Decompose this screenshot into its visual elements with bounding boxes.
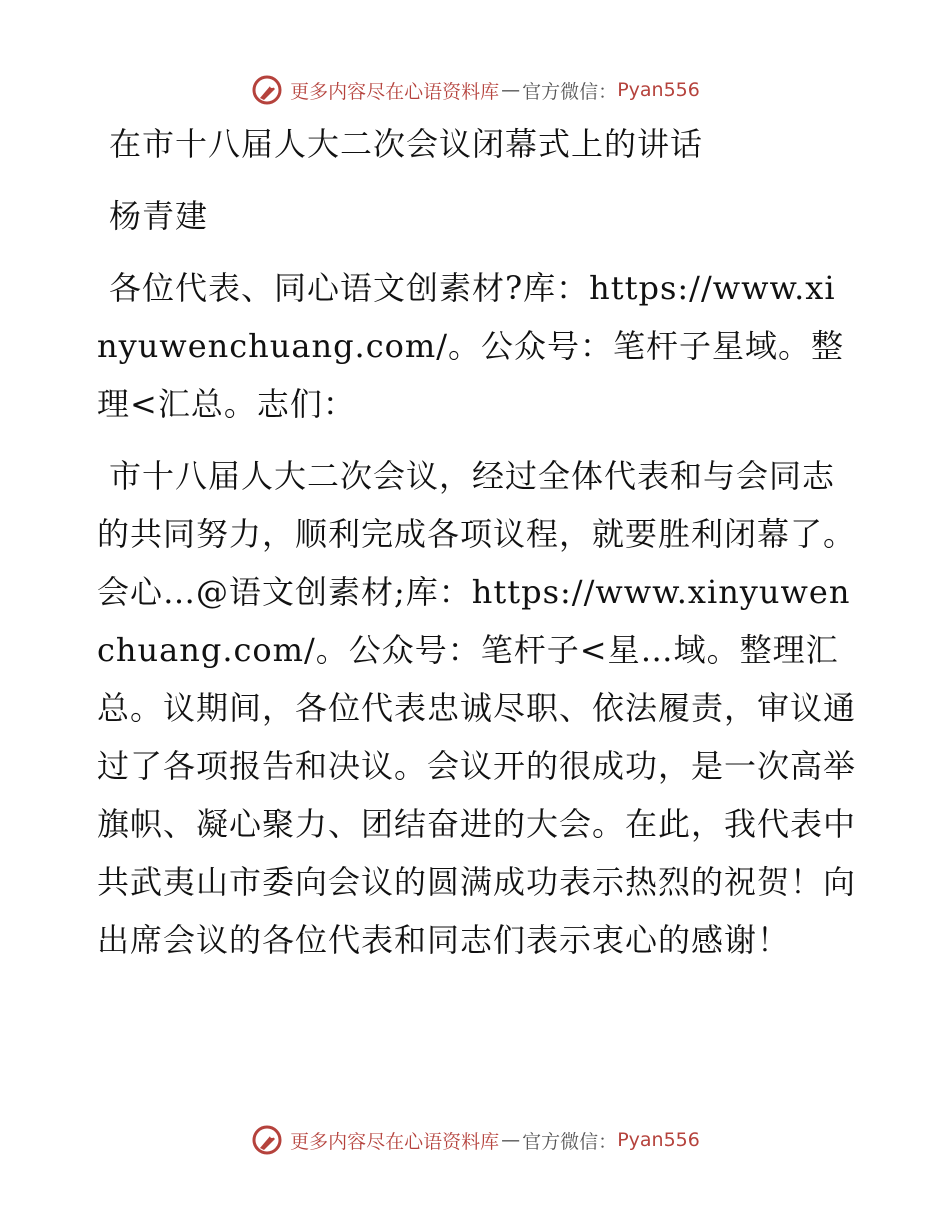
footer-banner <box>0 1120 950 1160</box>
banner-brand-text: 更多内容尽在心语资料库 <box>290 1130 500 1153</box>
banner-wechat-id: Pyan556 <box>617 79 700 101</box>
header-banner <box>0 70 950 110</box>
pen-nib-logo-icon <box>250 73 284 107</box>
pen-nib-logo-icon <box>250 1123 284 1157</box>
paragraph: 市十八届人大二次会议，经过全体代表和与会同志的共同努力，顺利完成各项议程，就要胜利闭幕了。会心…@语文创素材;库：https://www.xinyuwenchuang.com/。公众号：笔杆子<星…域。整理汇总。议期间，各位代表忠诚尽职、依法履责，审议通过了各项报告和决议。会议开的很成功，是一次高举旗帜、凝心聚力、团结奋进的大会。在此，我代表中共武夷山市委向会议的圆满成功表示热烈的祝贺！向出席会议的各位代表和同志们表示衷心的感谢！ <box>97 457 857 959</box>
banner-wechat-id: Pyan556 <box>617 1129 700 1151</box>
paragraph: 各位代表、同心语文创素材?库：https://www.xinyuwenchuang.com/。公众号：笔杆子星域。整理<汇总。志们： <box>97 269 845 423</box>
document-body <box>97 115 857 969</box>
document-author: 杨青建 <box>109 197 209 235</box>
banner-brand-text: 更多内容尽在心语资料库 <box>290 80 500 103</box>
banner-separator: — <box>501 1129 521 1151</box>
banner-wechat-label: 官方微信： <box>522 1130 618 1153</box>
banner-separator: — <box>501 79 521 101</box>
document-title: 在市十八届人大二次会议闭幕式上的讲话 <box>109 125 704 163</box>
banner-wechat-label: 官方微信： <box>522 80 618 103</box>
